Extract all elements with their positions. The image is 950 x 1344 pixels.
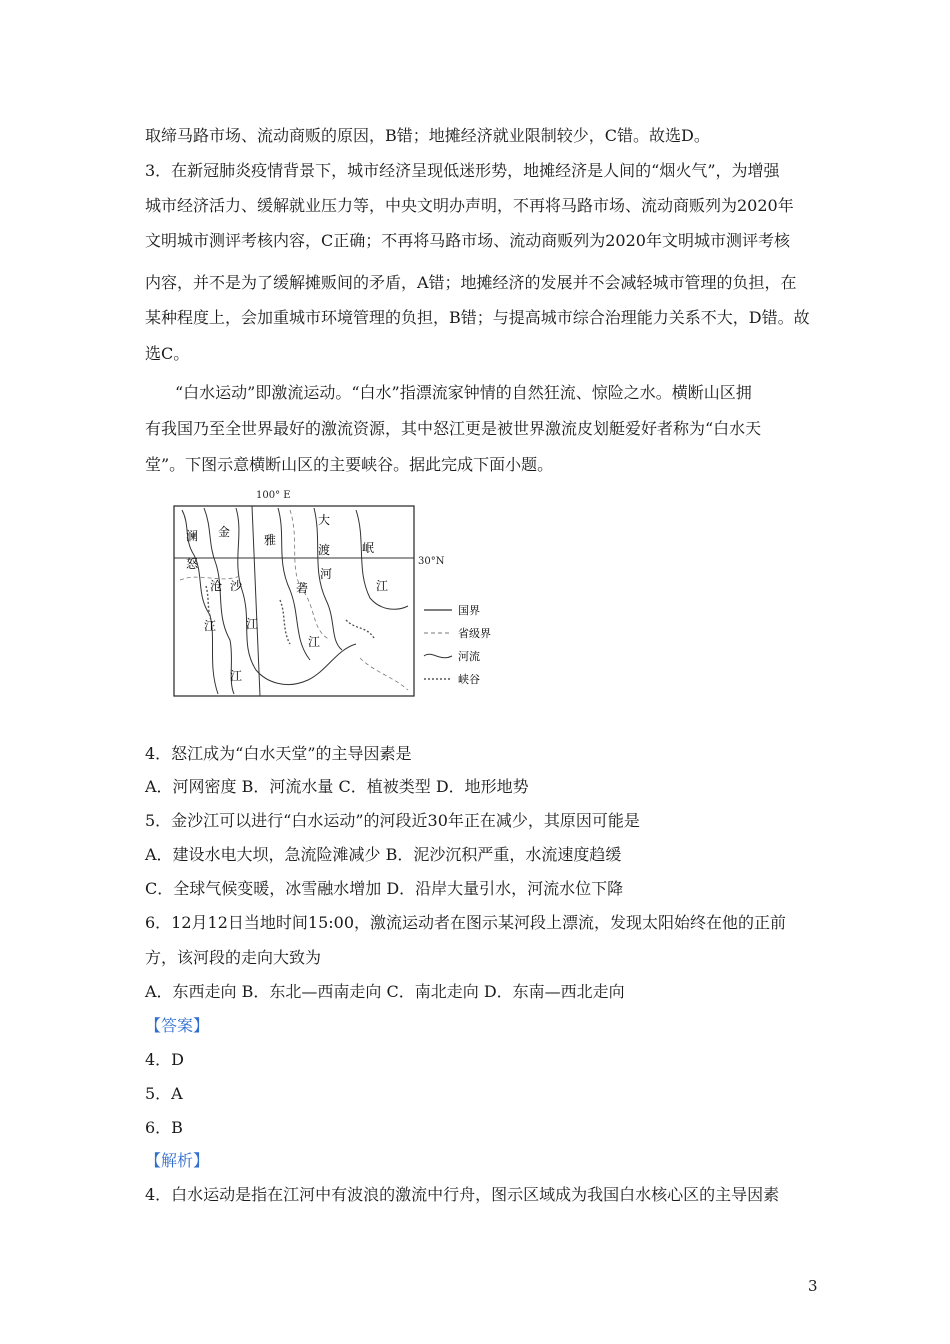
answer-6: 6．B	[145, 1118, 183, 1137]
text-line: 堂”。下图示意横断山区的主要峡谷。据此完成下面小题。	[145, 455, 554, 474]
text-line: 有我国乃至全世界最好的激流资源，其中怒江更是被世界激流皮划艇爱好者称为“白水天	[145, 419, 762, 438]
label-du: 渡	[318, 543, 331, 557]
explanation-4: 4．白水运动是指在江河中有波浪的激流中行舟，图示区域成为我国白水核心区的主导因素	[145, 1185, 780, 1204]
question-6-options: A．东西走向 B．东北—西南走向 C．南北走向 D．东南—西北走向	[145, 982, 625, 1001]
label-jiang-yalong: 江	[308, 635, 321, 649]
gorge-markers	[206, 586, 374, 644]
question-5: 5．金沙江可以进行“白水运动”的河段近30年正在减少，其原因可能是	[145, 811, 640, 830]
label-da: 大	[318, 513, 331, 527]
answer-heading: 【答案】	[145, 1016, 210, 1035]
text-line: 3．在新冠肺炎疫情背景下，城市经济呈现低迷形势，地摊经济是人间的“烟火气”，为增强	[145, 161, 780, 180]
question-5-options: C．全球气候变暖，冰雪融水增加 D．沿岸大量引水，河流水位下降	[145, 879, 624, 898]
river-min	[356, 510, 408, 609]
question-4-options: A．河网密度 B．河流水量 C．植被类型 D．地形地势	[145, 777, 529, 796]
label-cang: 沧	[210, 579, 223, 593]
river-jinsha	[236, 508, 356, 685]
label-sha: 沙	[230, 579, 243, 593]
lon-label: 100° E	[256, 490, 291, 501]
lat-label: 30°N	[418, 556, 445, 567]
label-nu: 怒	[186, 557, 199, 571]
province-border	[180, 510, 408, 690]
legend-gorge: 峡谷	[458, 673, 480, 686]
page-number: 3	[808, 1277, 818, 1295]
label-jiang-nu: 江	[230, 669, 243, 683]
text-line: “白水运动”即激流运动。“白水”指漂流家钟情的自然狂流、惊险之水。横断山区拥	[175, 383, 752, 402]
text-line: 选C。	[145, 344, 190, 363]
text-line: 文明城市测评考核内容，C正确；不再将马路市场、流动商贩列为2020年文明城市测评考核	[145, 231, 790, 250]
answer-5: 5．A	[145, 1084, 183, 1103]
legend-province-border: 省级界	[458, 627, 491, 640]
text-line: 城市经济活力、缓解就业压力等，中央文明办声明，不再将马路市场、流动商贩列为2020年	[145, 196, 794, 215]
text-line: 内容，并不是为了缓解摊贩间的矛盾，A错；地摊经济的发展并不会减轻城市管理的负担，在	[145, 273, 797, 292]
question-5-options: A．建设水电大坝，急流险滩减少 B．泥沙沉积严重，水流速度趋缓	[145, 845, 622, 864]
label-jiang-jinsha: 江	[246, 617, 259, 631]
text-line: 取缔马路市场、流动商贩的原因，B错；地摊经济就业限制较少，C错。故选D。	[145, 126, 710, 145]
question-4: 4．怒江成为“白水天堂”的主导因素是	[145, 744, 412, 763]
question-6: 6．12月12日当地时间15:00，激流运动者在图示某河段上漂流，发现太阳始终在他的正前	[145, 913, 787, 932]
label-min: 岷	[362, 541, 375, 555]
label-long: 砻	[296, 581, 309, 595]
label-jiang-min: 江	[376, 579, 389, 593]
label-he: 河	[320, 567, 333, 581]
label-jin: 金	[218, 525, 231, 539]
text-line: 某种程度上，会加重城市环境管理的负担，B错；与提高城市综合治理能力关系不大，D错。故	[145, 308, 810, 327]
lon-100e-line	[252, 506, 260, 696]
label-ya: 雅	[264, 533, 277, 547]
label-lan: 澜	[186, 529, 199, 543]
legend-river-symbol	[424, 654, 452, 657]
answer-4: 4．D	[145, 1050, 185, 1069]
map-svg	[160, 480, 510, 698]
legend-river: 河流	[458, 650, 480, 663]
legend-national-border: 国界	[458, 604, 480, 617]
explanation-heading: 【解析】	[145, 1151, 210, 1170]
hengduan-gorge-map	[160, 480, 510, 698]
question-6: 方，该河段的走向大致为	[145, 948, 322, 967]
label-jiang-lancang: 江	[204, 619, 217, 633]
